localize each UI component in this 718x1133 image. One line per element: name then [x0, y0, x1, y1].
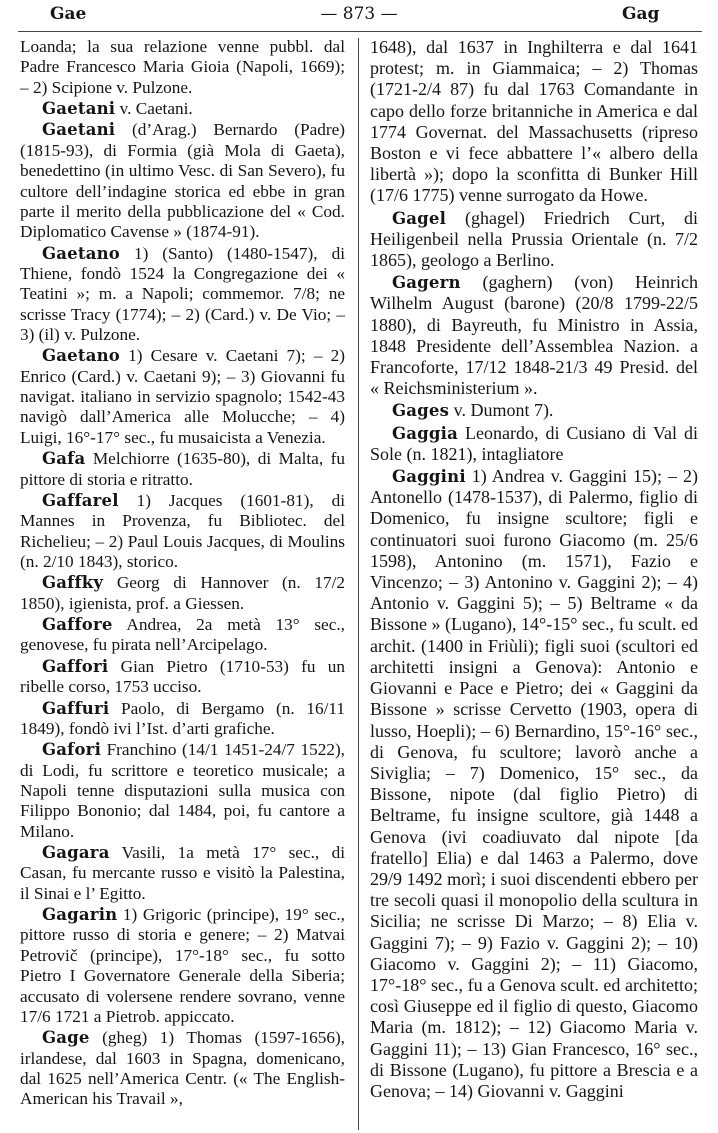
entry-text: 1) Cesare v. Caetani 7); – 2) Enrico (Card.) v. Caetani 9); – 3) Giovanni fu navigat. italiano in servizio spagnolo; 1542-43 navigò dall’America alle Molucche; – 4) Luigi, 16°-17° sec., fu musaicista a Venezia.	[20, 346, 345, 447]
dictionary-entry	[370, 400, 698, 421]
entry-text: Andrea, 2a metà 13° sec., genovese, fu pirata nell’Arcipelago.	[20, 615, 345, 655]
dictionary-entry	[370, 37, 698, 207]
dictionary-entry	[370, 466, 698, 1102]
entry-headword: Gaffuri	[42, 698, 110, 718]
dictionary-entry	[20, 905, 345, 1027]
entry-text: Georg di Hannover (n. 17/2 1850), igienista, prof. a Giessen.	[20, 573, 345, 613]
entry-text: (gheg) 1) Thomas (1597-1656), irlandese, dal 1603 in Spagna, domenicano, dal 1625 nell’America Centr. (« The English-American his Travail »,	[20, 1028, 345, 1109]
entry-headword: Gagara	[42, 843, 110, 863]
entry-text: 1648), dal 1637 in Inghilterra e dal 1641 protest; m. in Giammaica; – 2) Thomas (1721-2/4 87) fu dal 1763 Comandante in capo dello forze britanniche in America e dal 1774 Governat. del Massachusetts (ripreso Boston e vi fece abbattere l’« albero della libertà »); dopo la sconfitta di Bunker Hill (17/6 1775) venne surrogato da Howe.	[370, 37, 698, 206]
entry-headword: Gafori	[42, 740, 102, 760]
dictionary-entry	[370, 272, 698, 399]
column-divider	[358, 38, 359, 1130]
entry-headword: Gage	[42, 1028, 90, 1048]
entry-headword: Gaffky	[42, 573, 104, 593]
dictionary-entry	[20, 657, 345, 698]
entry-text: (d’Arag.) Bernardo (Padre) (1815-93), di Formia (già Mola di Gaeta), benedettino (in ultimo Vesc. di San Severo), fu cultore dell’indagine storica ed ebbe in gran parte il merito della pubblicazione del « Cod. Diplomatico Cavense » (1874-91).	[20, 120, 345, 242]
entry-headword: Gaffore	[42, 615, 113, 635]
dictionary-entry	[20, 843, 345, 904]
dictionary-entry	[20, 573, 345, 614]
dictionary-entry	[20, 699, 345, 740]
entry-headword: Gages	[392, 401, 450, 421]
dictionary-entry	[20, 120, 345, 242]
page-header	[0, 4, 718, 30]
entry-text: Franchino (14/1 1451-24/7 1522), di Lodi, fu scrittore e teoretico musicale; a Napoli tenne disputazioni sulla musica con Filippo Bononio; dal 1484, poi, fu cantore a Milano.	[20, 740, 345, 841]
dictionary-entry	[20, 449, 345, 490]
entry-headword: Gaffarel	[42, 490, 119, 510]
entry-headword: Gafa	[42, 449, 86, 469]
entry-text: (ghagel) Friedrich Curt, di Heiligenbeil nella Prussia Orientale (n. 7/2 1865), geologo a Berlino.	[370, 207, 698, 271]
entry-text: (gaghern) (von) Heinrich Wilhelm August (barone) (20/8 1799-22/5 1880), di Bayreuth, fu Ministro in Assia, 1848 Presidente dell’Assemblea Nazion. a Francoforte, 17/12 1848-21/3 49 Presid. del « Reichsministerium ».	[370, 272, 698, 399]
entry-text: 1) Grigoric (principe), 19° sec., pittore russo di storia e genere; – 2) Matvai Petrovič (principe), 17°-18° sec., fu sotto Pietro I Governatore Generale della Siberia; accusato di volersene rendere sovrano, venne 17/6 1721 a Pietrob. appiccato.	[20, 905, 345, 1026]
dictionary-entry	[20, 346, 345, 448]
dictionary-entry	[20, 491, 345, 572]
entry-text: Vasili, 1a metà 17° sec., di Casan, fu mercante russo e visitò la Palestina, il Sinai e l’ Egitto.	[20, 843, 345, 903]
entry-headword: Gaggini	[392, 467, 466, 487]
entry-text: 1) Andrea v. Gaggini 15); – 2) Antonello (1478-1537), di Palermo, figlio di Domenico, fu insigne scultore; figli e continuatori suoi furono Giacomo (m. 25/6 1598), Antonino (m. 1571), Fazio e Vincenzo; – 3) Antonino v. Gaggini 2); – 4) Antonio v. Gaggini 5); – 5) Beltrame « da Bissone » (Lugano), 14°-15° sec., fu scult. ed archit. (1400 in Friùli); figli suoi (scultori ed architetti insigni a Genova): Antonio e Giovanni e Pace e Pietro; dei « Gaggini da Bissone » scrisse Cervetto (1903, opera di lusso, Hoepli); – 6) Bernardino, 15°-16° sec., di Genova, fu scultore; lavorò anche a Siviglia; – 7) Domenico, 15° sec., da Bissone, nipote (dal figlio Pietro) di Beltrame, fu insigne scultore, già 1448 a Genova (ivi coadiuvato dal nipote [da fratello] Elia) e dal 1463 a Palermo, dove 29/9 1492 morì; i suoi discendenti ebbero per tre secoli quasi il monopolio della scultura in Sicilia; ne scrisse Di Marzo; – 8) Elia v. Gaggini 7); – 9) Fazio v. Gaggini 2); – 10) Giacomo v. Gaggini 2); – 11) Giacomo, 17°-18° sec., fu a Genova scult. ed architetto; così Giuseppe ed il figlio di questo, Giacomo Maria (m. 1812); – 12) Giacomo Maria v. Gaggini 11); – 13) Gian Francesco, 16° sec., di Bissone (Lugano), fu pittore a Brescia e a Genova; – 14) Giovanni v. Gaggini	[370, 466, 698, 1101]
entry-headword: Gaetani	[42, 99, 116, 119]
entry-text: Loanda; la sua relazione venne pubbl. dal Padre Francesco Maria Gioia (Napoli, 1669); – 2) Scipione v. Pulzone.	[20, 37, 345, 97]
right-column	[370, 37, 698, 1103]
entry-headword: Gaetano	[42, 346, 120, 366]
entry-text: Gian Pietro (1710-53) fu un ribelle corso, 1753 ucciso.	[20, 656, 345, 697]
header-right-guideword: Gag	[622, 4, 660, 24]
entry-headword: Gaggia	[392, 423, 459, 443]
entry-text: Melchiorre (1635-80), di Malta, fu pittore di storia e ritratto.	[20, 449, 345, 489]
dictionary-entry	[20, 99, 345, 119]
entry-headword: Gagel	[392, 208, 447, 228]
dictionary-entry	[20, 740, 345, 842]
entry-headword: Gagern	[392, 273, 461, 293]
dictionary-entry	[370, 423, 698, 465]
dictionary-entry	[20, 37, 345, 98]
left-column	[20, 37, 345, 1111]
header-left-guideword: Gae	[50, 4, 87, 24]
entry-text: 1) Jacques (1601-81), di Mannes in Provenza, fu Bibliotec. del Richelieu; – 2) Paul Louis Jacques, di Moulins (n. 2/10 1843), storico.	[20, 490, 345, 571]
entry-headword: Gaetani	[42, 120, 116, 140]
entry-headword: Gaetano	[42, 243, 120, 263]
dictionary-entry	[370, 208, 698, 272]
entry-text: v. Caetani.	[115, 99, 193, 119]
entry-text: 1) (Santo) (1480-1547), di Thiene, fondò 1524 la Congregazione dei « Teatini »; m. a Napoli; commemor. 7/8; ne scrisse Tracy (1774); – 2) (Card.) v. De Vio; – 3) (il) v. Pulzone.	[20, 243, 345, 345]
entry-text: Paolo, di Bergamo (n. 16/11 1849), fondò ivi l’Ist. d’arti grafiche.	[20, 698, 345, 738]
page-number: — 873 —	[320, 4, 398, 24]
entry-headword: Gagarin	[42, 905, 118, 925]
header-rule	[18, 31, 702, 32]
dictionary-entry	[20, 615, 345, 656]
entry-headword: Gaffori	[42, 656, 109, 676]
dictionary-entry	[20, 1028, 345, 1109]
entry-text: v. Dumont 7).	[449, 400, 554, 421]
entry-text: Leonardo, di Cusiano di Val di Sole (n. 1821), intagliatore	[370, 422, 698, 464]
dictionary-entry	[20, 244, 345, 346]
